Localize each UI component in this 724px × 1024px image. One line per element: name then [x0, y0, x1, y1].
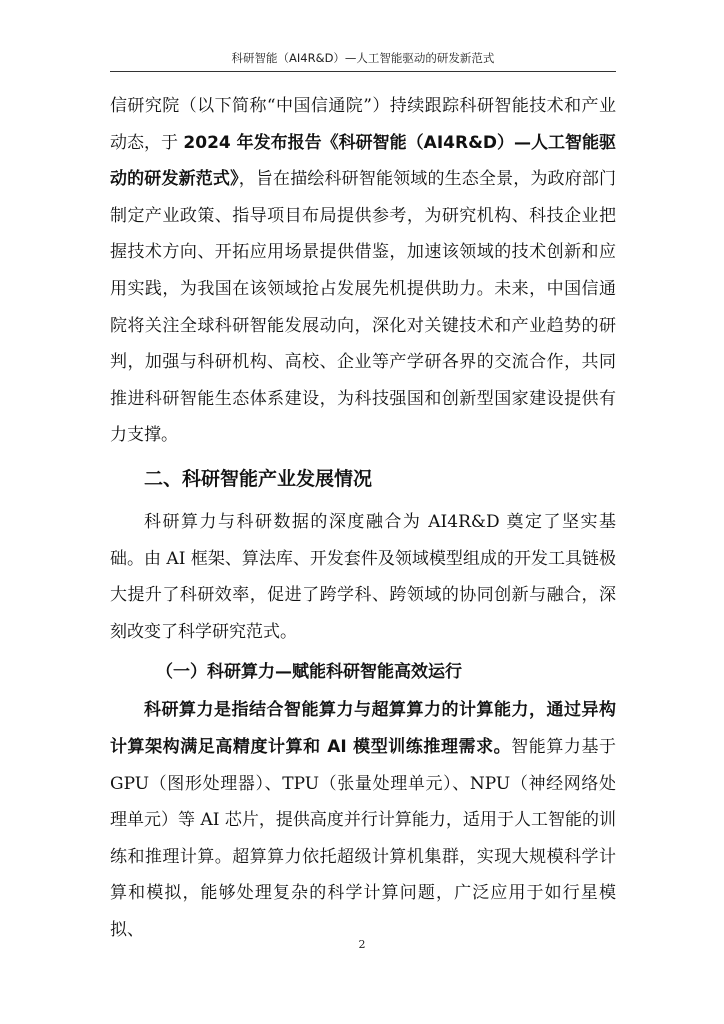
compute-definition-bold: 科研算力是指结合智能算力与超算算力的计算能力，通过异构计算架构满足高精度计算和 AI 模型训练推理需求。: [110, 700, 616, 757]
page-number: 2: [358, 938, 366, 951]
subsection-heading: （一）科研算力—赋能科研智能高效运行: [156, 662, 462, 683]
intro-text-start: 信研究院（以下简称“中国信通院”）持续跟踪科研智能技术和产业动态，于: [110, 96, 616, 153]
intro-text-rest: ，旨在描绘科研智能领域的生态全景，为政府部门制定产业政策、指导项目布局提供参考，为研究机构、科技企业把握技术方向、开拓应用场景提供借鉴，加速该领域的技术创新和应用实践，为我国在该领域抢占发展先机提供助力。未来，中国信通院将关注全球科研智能发展动向，深化对关键技术和产业趋势的研判，加强与科研机构、高校、企业等产学研各界的交流合作，共同推进科研智能生态体系建设，为科技强国和创新型国家建设提供有力支撑。: [110, 169, 617, 446]
intro-paragraph: [110, 88, 616, 454]
report-title-bold: 2024 年发布报告《科研智能（AI4R&D）—人工智能驱动的研发新范式》: [110, 132, 617, 190]
section-heading: 二、科研智能产业发展情况: [144, 467, 373, 490]
compute-paragraph: [110, 692, 616, 948]
section-paragraph: 科研算力与科研数据的深度融合为 AI4R&D 奠定了坚实基础。由 AI 框架、算法库、开发套件及领域模型组成的开发工具链极大提升了科研效率，促进了跨学科、跨领域的协同创新与融合，深刻改变了科学研究范式。: [110, 511, 616, 642]
running-header: 科研智能（AI4R&D）—人工智能驱动的研发新范式: [110, 50, 616, 72]
compute-text-rest: 智能算力基于 GPU（图形处理器）、TPU（张量处理单元）、NPU（神经网络处理单元）等 AI 芯片，提供高度并行计算能力，适用于人工智能的训练和推理计算。超算算力依托超级计算机集群，实现大规模科学计算和模拟，能够处理复杂的科学计算问题，广泛应用于如行星模拟、: [110, 736, 617, 940]
page-body: [110, 88, 616, 948]
